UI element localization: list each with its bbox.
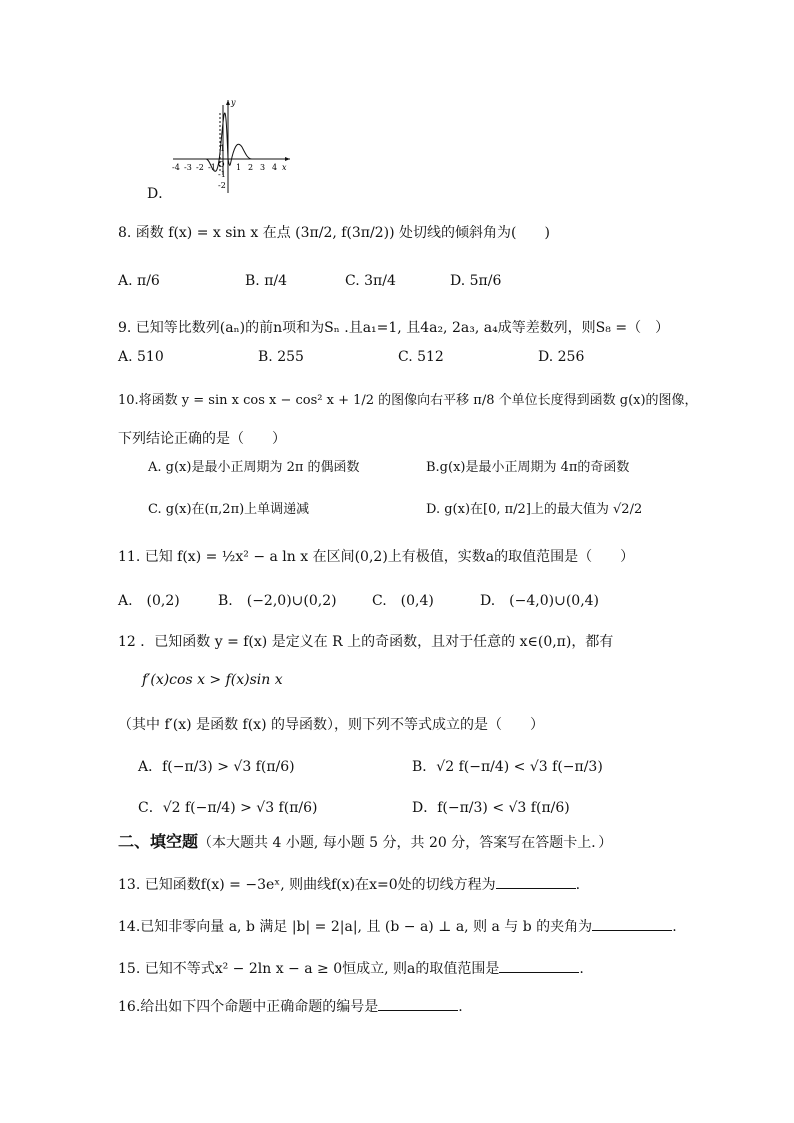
x-tick-label: 2 xyxy=(248,163,254,172)
q9-option-d: D. 256 xyxy=(538,349,585,365)
q11-option-d: D. (−4,0)∪(0,4) xyxy=(480,593,600,609)
question-14-end: . xyxy=(672,919,677,935)
question-14-stem: 14.已知非零向量 a, b 满足 |b| = 2|a|, 且 (b − a) ⊥ a, 则 a 与 b 的夹角为 xyxy=(118,919,593,935)
graph-d xyxy=(168,95,293,195)
question-12-condition: f′(x)cos x > f(x)sin x xyxy=(142,672,283,688)
section-2-title: 二、填空题 xyxy=(118,832,199,851)
question-15 xyxy=(118,958,584,978)
section-2-note: （本大题共 4 小题, 每小题 5 分，共 20 分，答案写在答题卡上．） xyxy=(198,835,613,851)
x-tick-label: -3 xyxy=(184,163,192,172)
q10-option-c: C. g(x)在(π,2π)上单调递减 xyxy=(148,502,310,517)
x-tick-label: -1 xyxy=(208,163,216,172)
question-16-stem: 16.给出如下四个命题中正确命题的编号是 xyxy=(118,999,379,1015)
q10-option-b: B.g(x)是最小正周期为 4π的奇函数 xyxy=(426,460,630,475)
question-10-stem-2: 下列结论正确的是（ ） xyxy=(118,431,286,447)
question-11-stem: 11. 已知 f(x) = ½x² − a ln x 在区间(0,2)上有极值，实数a的取值范围是（ ） xyxy=(118,549,635,565)
question-13 xyxy=(118,874,580,894)
x-tick-label: -2 xyxy=(196,163,204,172)
q9-option-c: C. 512 xyxy=(398,349,444,365)
question-12-stem: 12 ．已知函数 y = f(x) 是定义在 R 上的奇函数，且对于任意的 x∈(0,π)，都有 xyxy=(118,634,614,650)
question-10-stem: 10.将函数 y = sin x cos x − cos² x + 1/2 的图像向右平移 π/8 个单位长度得到函数 g(x)的图像， xyxy=(118,393,698,408)
graph-d-label: D． xyxy=(147,186,173,202)
q9-option-b: B. 255 xyxy=(258,349,304,365)
q11-option-b: B. (−2,0)∪(0,2) xyxy=(218,593,337,609)
q10-option-d: D. g(x)在[0, π/2]上的最大值为 √2/2 xyxy=(426,502,643,517)
question-9-stem: 9. 已知等比数列(aₙ)的前n项和为Sₙ .且a₁=1, 且4a₂, 2a₃, a₄成等差数列，则S₈ =（ ） xyxy=(118,320,670,336)
q9-option-a: A. 510 xyxy=(118,349,164,365)
section-2-header xyxy=(118,829,612,852)
q11-option-a: A. (0,2) xyxy=(118,593,180,609)
y-axis-label: y xyxy=(231,98,236,107)
x-axis-label: x xyxy=(282,163,287,172)
question-16 xyxy=(118,996,463,1016)
q8-option-a: A. π/6 xyxy=(118,273,160,289)
x-tick-label: 4 xyxy=(272,163,278,172)
question-16-end: . xyxy=(458,999,463,1015)
question-8-stem: 8. 函数 f(x) = x sin x 在点 (3π/2, f(3π/2)) 处切线的倾斜角为( ) xyxy=(118,225,550,241)
q8-option-d: D. 5π/6 xyxy=(450,273,502,289)
x-tick-label: -4 xyxy=(172,163,180,172)
answer-blank-14 xyxy=(592,916,672,931)
y-tick-label: -2 xyxy=(218,181,226,190)
x-tick-label: O xyxy=(218,160,225,169)
y-axis-arrow xyxy=(226,100,230,105)
x-tick-label: 1 xyxy=(236,163,242,172)
question-13-stem: 13. 已知函数f(x) = −3eˣ, 则曲线f(x)在x=0处的切线方程为 xyxy=(118,877,496,893)
question-15-end: . xyxy=(579,961,584,977)
y-tick-label: -1 xyxy=(218,170,226,179)
q8-option-b: B. π/4 xyxy=(245,273,288,289)
answer-blank-15 xyxy=(499,958,579,973)
q12-option-d: D．f(−π/3) < √3 f(π/6) xyxy=(412,800,570,816)
q12-option-b: B．√2 f(−π/4) < √3 f(−π/3) xyxy=(412,759,603,775)
y-tick-label: 1 xyxy=(220,144,226,153)
q11-option-c: C. (0,4) xyxy=(372,593,434,609)
question-13-end: . xyxy=(575,877,581,893)
q12-option-a: A．f(−π/3) > √3 f(π/6) xyxy=(138,759,295,775)
answer-blank-16 xyxy=(378,996,458,1011)
question-14 xyxy=(118,916,677,936)
q8-option-c: C. 3π/4 xyxy=(345,273,396,289)
q12-option-c: C．√2 f(−π/4) > √3 f(π/6) xyxy=(138,800,318,816)
answer-blank-13 xyxy=(496,874,576,889)
q10-option-a: A. g(x)是最小正周期为 2π 的偶函数 xyxy=(148,460,360,475)
curve xyxy=(178,113,286,171)
question-15-stem: 15. 已知不等式x² − 2ln x − a ≥ 0恒成立, 则a的取值范围是 xyxy=(118,961,500,977)
question-12-note: （其中 f′(x) 是函数 f(x) 的导函数），则下列不等式成立的是（ ） xyxy=(118,717,544,733)
x-tick-label: 3 xyxy=(260,163,266,172)
